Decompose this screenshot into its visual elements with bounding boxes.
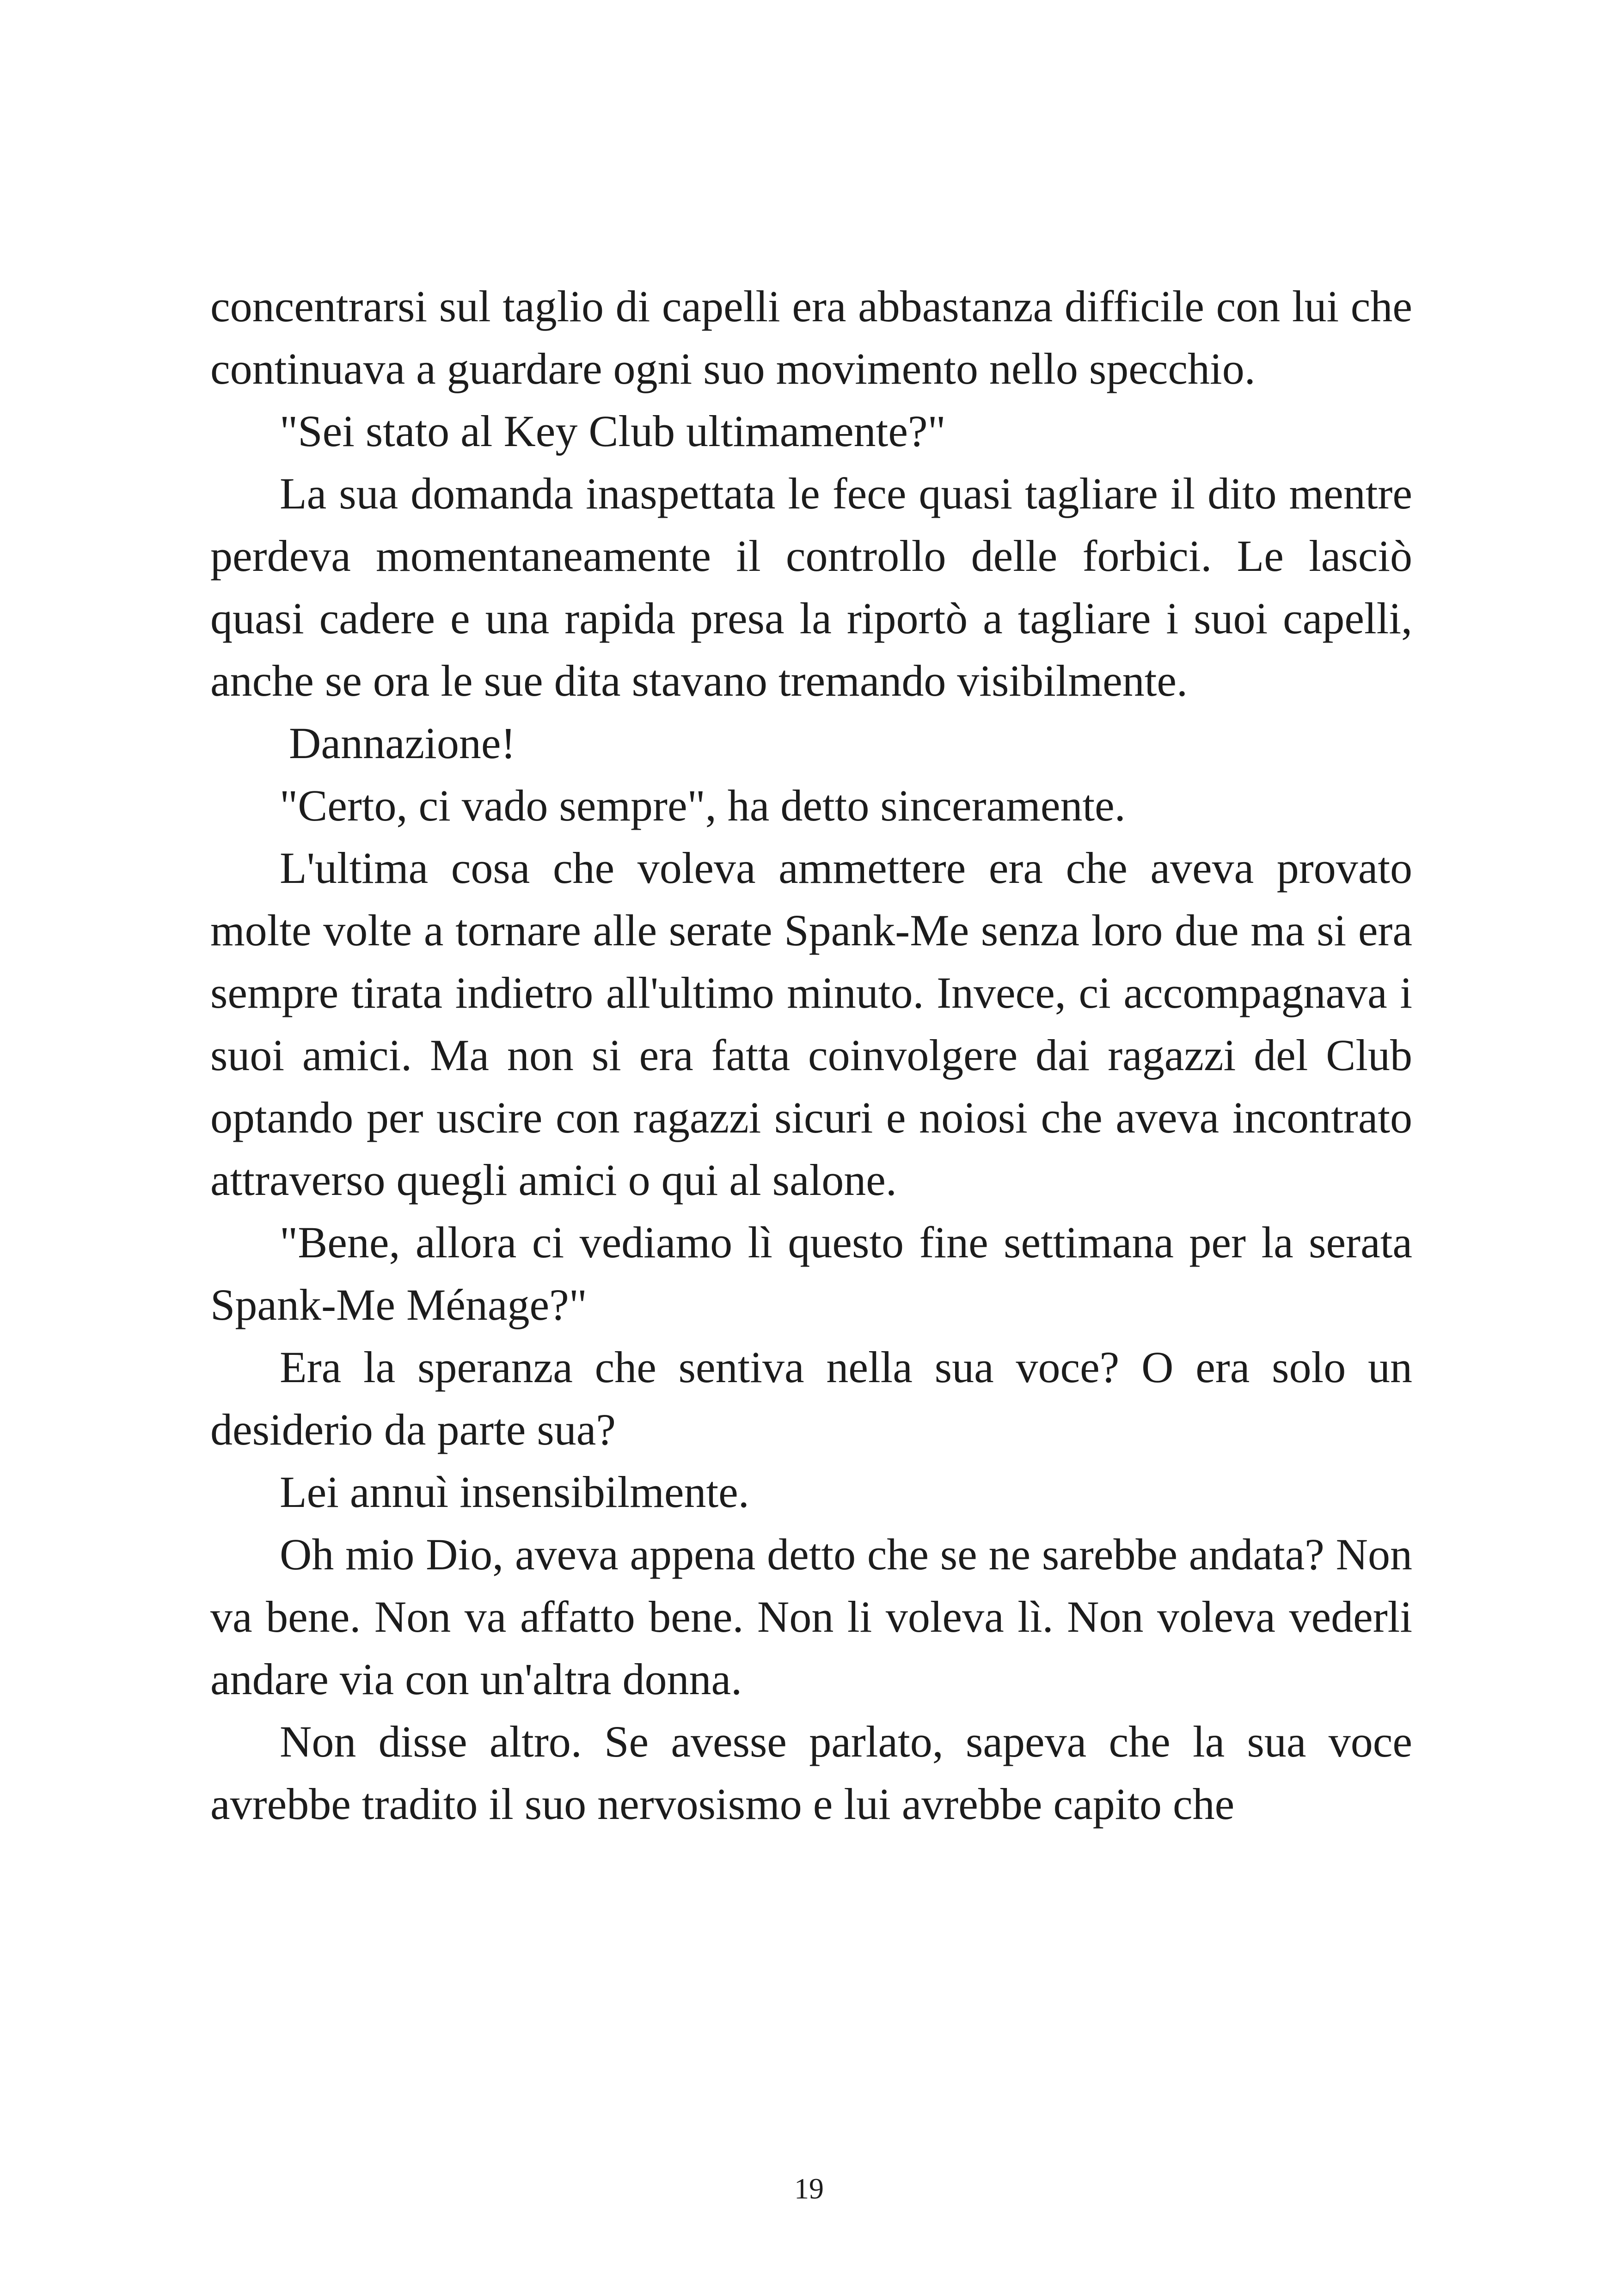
paragraph: L'ultima cosa che voleva ammettere era che aveva provato molte volte a tornare alle serate Spank-Me senza loro due ma si era sempre tirata indietro all'ultimo minuto. Invece, ci accompagnava i suoi amici. Ma non si era fatta coinvolgere dai ragazzi del Club optando per uscire con ragazzi sicuri e noiosi che aveva incontrato attraverso quegli amici o qui al salone. (210, 843, 1412, 1205)
paragraph: La sua domanda inaspettata le fece quasi tagliare il dito mentre perdeva momentaneamente il controllo delle forbici. Le lasciò quasi cadere e una rapida presa la riportò a tagliare i suoi capelli, anche se ora le sue dita stavano tremando visibilmente. (210, 469, 1412, 705)
paragraph: Lei annuì insensibilmente. (280, 1467, 749, 1517)
page-number: 19 (794, 2172, 824, 2205)
paragraph: "Certo, ci vado sempre", ha detto sinceramente. (280, 781, 1126, 830)
paragraph: Oh mio Dio, aveva appena detto che se ne sarebbe andata? Non va bene. Non va affatto bene. Non li voleva lì. Non voleva vederli andare via con un'altra donna. (210, 1530, 1412, 1704)
paragraph: "Bene, allora ci vediamo lì questo fine settimana per la serata Spank-Me Ménage?" (210, 1218, 1412, 1329)
paragraph: Non disse altro. Se avesse parlato, sapeva che la sua voce avrebbe tradito il suo nervosismo e lui avrebbe capito che (210, 1717, 1412, 1829)
paragraph: Era la speranza che sentiva nella sua voce? O era solo un desiderio da parte sua? (210, 1342, 1412, 1454)
paragraph: concentrarsi sul taglio di capelli era abbastanza difficile con lui che continuava a guardare ogni suo movimento nello specchio. (210, 282, 1412, 393)
paragraph: Dannazione! (289, 718, 516, 768)
paragraph: "Sei stato al Key Club ultimamente?" (280, 406, 946, 456)
body-text (210, 275, 1412, 1835)
